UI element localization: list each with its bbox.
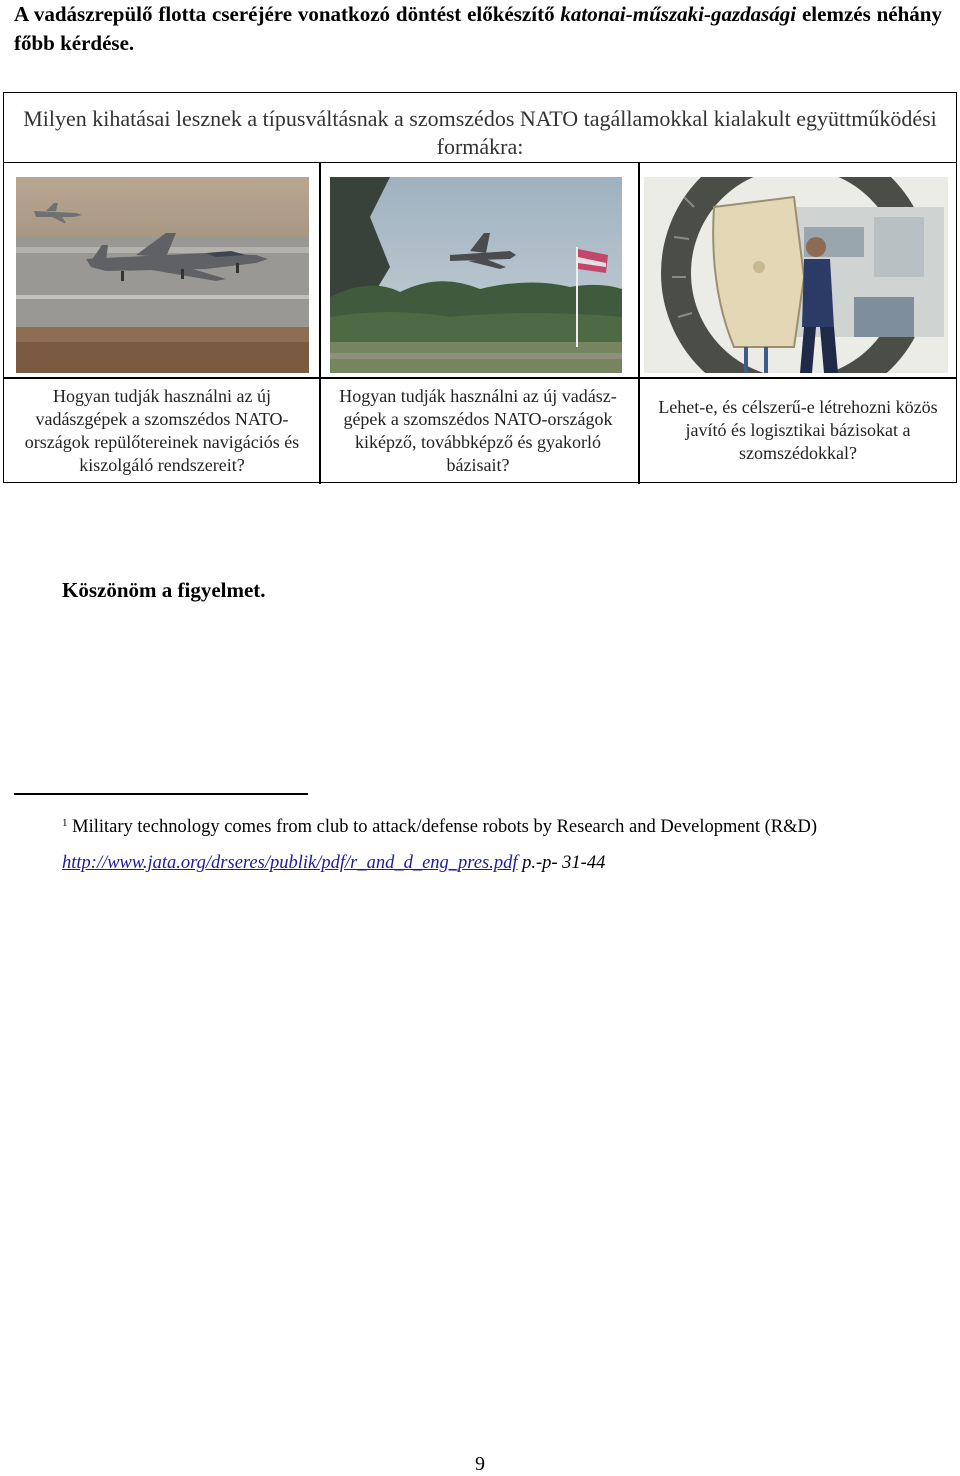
cooperation-table xyxy=(3,92,957,483)
photo-aircraft-workshop xyxy=(644,177,948,373)
column-divider xyxy=(638,163,640,484)
closing-thanks: Köszönöm a figyelmet. xyxy=(62,578,266,602)
table-header: Milyen kihatásai lesznek a típusváltásnak a szomszédos NATO tagállamokkal kialakult együttműködési formákra: xyxy=(4,93,956,163)
heading-text: A vadászrepülő flotta cseréjére vonatkozó döntést előkészítő xyxy=(14,2,561,26)
footnote-text: Military technology comes from club to attack/defense robots by Research and Development (R&D) xyxy=(67,817,818,837)
page-number: 9 xyxy=(475,1453,485,1475)
caption-navigation: Hogyan tudják használni az új vadászgépek a szomszédos NATO-országok repülőtereinek navigációs és kiszolgáló rendszereit? xyxy=(24,385,300,475)
page-heading xyxy=(14,0,942,58)
heading-text-end: elemzés néhány főbb kérdése. xyxy=(14,2,942,55)
caption-training-bases: Hogyan tudják használni az új vadász-gépek a szomszédos NATO-országok kiképző, továbbképző és gyakorló bázisait? xyxy=(339,385,617,475)
footnote-separator xyxy=(14,793,308,795)
photo-jet-landing-forest xyxy=(330,177,622,373)
footnote-reference xyxy=(62,853,605,874)
footnote-link[interactable]: http://www.jata.org/drseres/publik/pdf/r_and_d_eng_pres.pdf xyxy=(62,853,518,873)
footnote-pages: p.-p- 31-44 xyxy=(517,853,606,873)
photo-jets-runway xyxy=(16,177,309,373)
footnote-marker: 1 xyxy=(62,817,68,829)
caption-logistics-bases: Lehet-e, és célszerű-e létrehozni közös javító és logisztikai bázisokat a szomszédokkal? xyxy=(658,397,938,463)
heading-italic-text: katonai-műszaki-gazdasági xyxy=(560,2,797,26)
column-divider xyxy=(319,163,321,484)
footnote xyxy=(62,817,817,838)
